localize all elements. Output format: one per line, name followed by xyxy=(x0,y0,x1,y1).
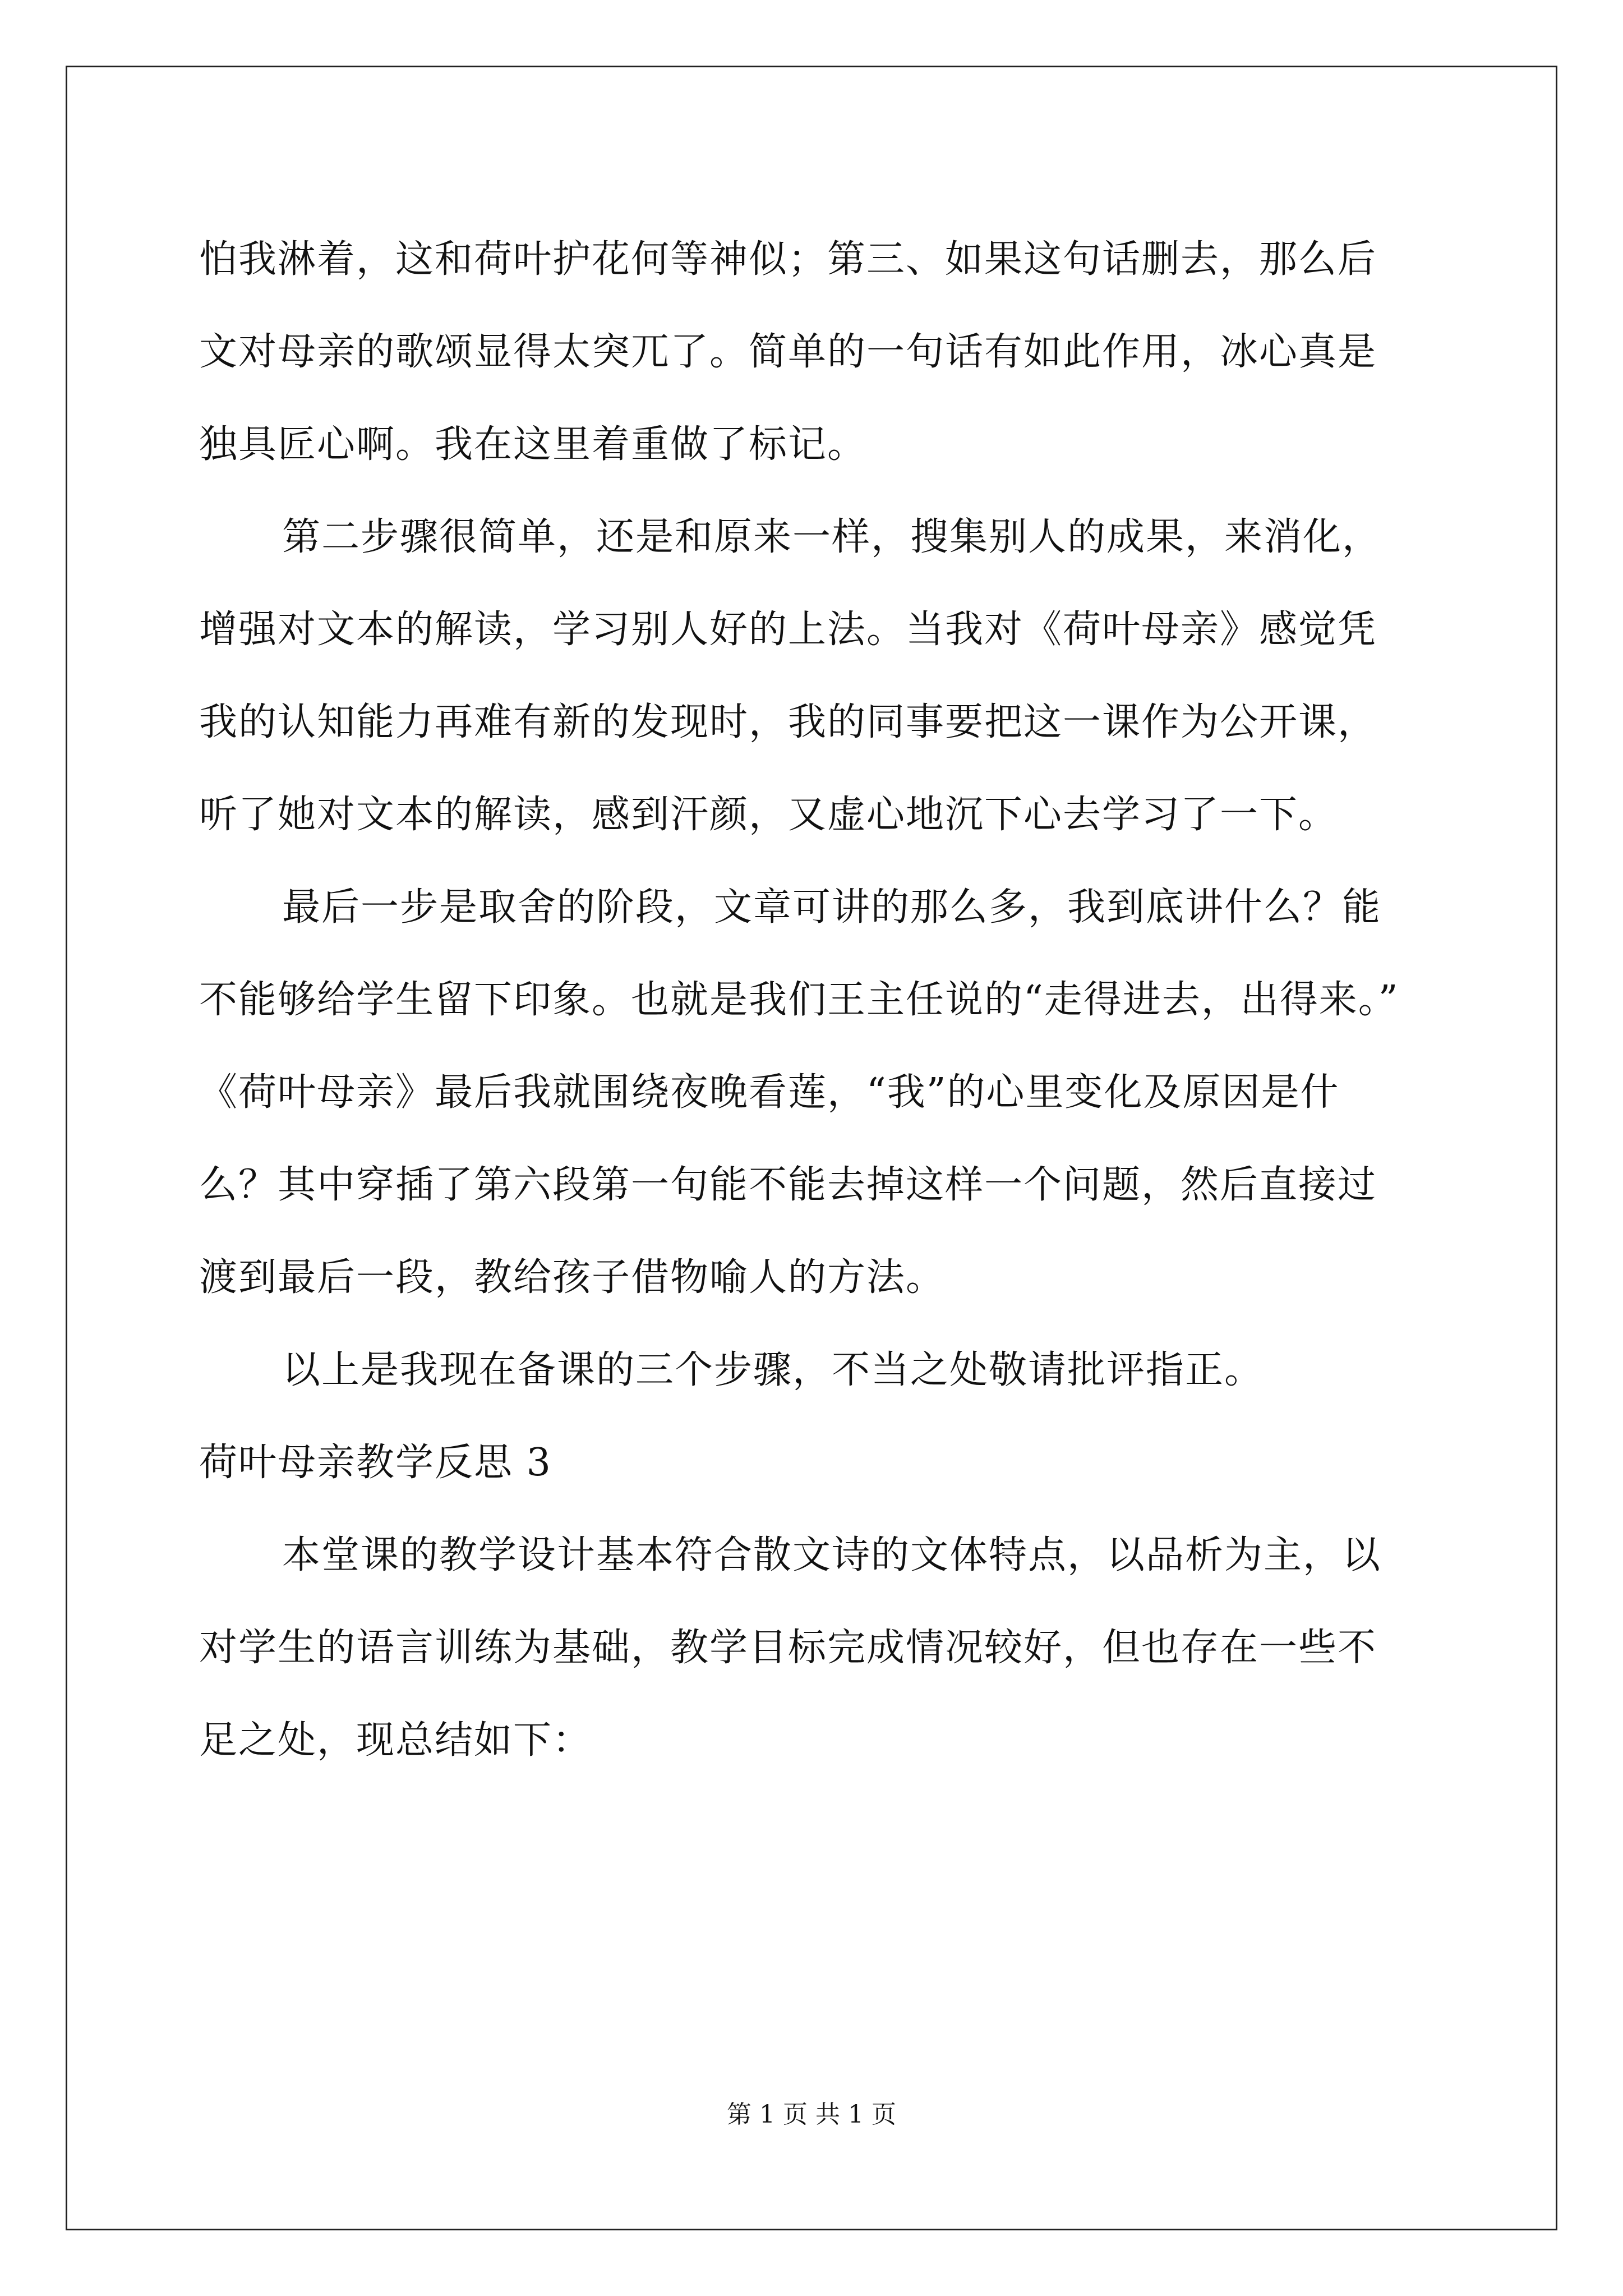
text-line: 文对母亲的歌颂显得太突兀了。简单的一句话有如此作用，冰心真是 xyxy=(199,330,1377,374)
page-number-footer: 第 1 页 共 1 页 xyxy=(727,2100,896,2129)
text-line: 么？其中穿插了第六段第一句能不能去掉这样一个问题，然后直接过 xyxy=(199,1163,1377,1207)
paragraph-first-line: 本堂课的教学设计基本符合散文诗的文体特点，以品析为主，以 xyxy=(282,1533,1382,1577)
paragraph-first-line: 最后一步是取舍的阶段，文章可讲的那么多，我到底讲什么？能 xyxy=(282,885,1382,930)
text-line: 不能够给学生留下印象。也就是我们王主任说的“走得进去，出得来。” xyxy=(199,978,1399,1022)
text-line: 我的认知能力再难有新的发现时，我的同事要把这一课作为公开课， xyxy=(199,700,1377,744)
text-line: 增强对文本的解读，学习别人好的上法。当我对《荷叶母亲》感觉凭 xyxy=(199,608,1377,652)
paragraph-first-line: 第二步骤很简单，还是和原来一样，搜集别人的成果，来消化， xyxy=(282,515,1382,559)
document-body xyxy=(199,213,1427,1787)
text-line: 对学生的语言训练为基础，教学目标完成情况较好，但也存在一些不 xyxy=(199,1626,1377,1670)
section-heading: 荷叶母亲教学反思 3 xyxy=(199,1441,552,1485)
text-line: 《荷叶母亲》最后我就围绕夜晚看莲，“我”的心里变化及原因是什 xyxy=(199,1070,1340,1115)
paragraph-first-line: 以上是我现在备课的三个步骤，不当之处敬请批评指正。 xyxy=(282,1348,1264,1392)
text-line: 足之处，现总结如下： xyxy=(199,1718,592,1763)
text-line: 听了她对文本的解读，感到汗颜，又虚心地沉下心去学习了一下。 xyxy=(199,793,1338,837)
text-line: 怕我淋着，这和荷叶护花何等神似；第三、如果这句话删去，那么后 xyxy=(199,237,1377,282)
text-line: 独具匠心啊。我在这里着重做了标记。 xyxy=(199,422,867,467)
text-line: 渡到最后一段，教给孩子借物喻人的方法。 xyxy=(199,1255,946,1300)
